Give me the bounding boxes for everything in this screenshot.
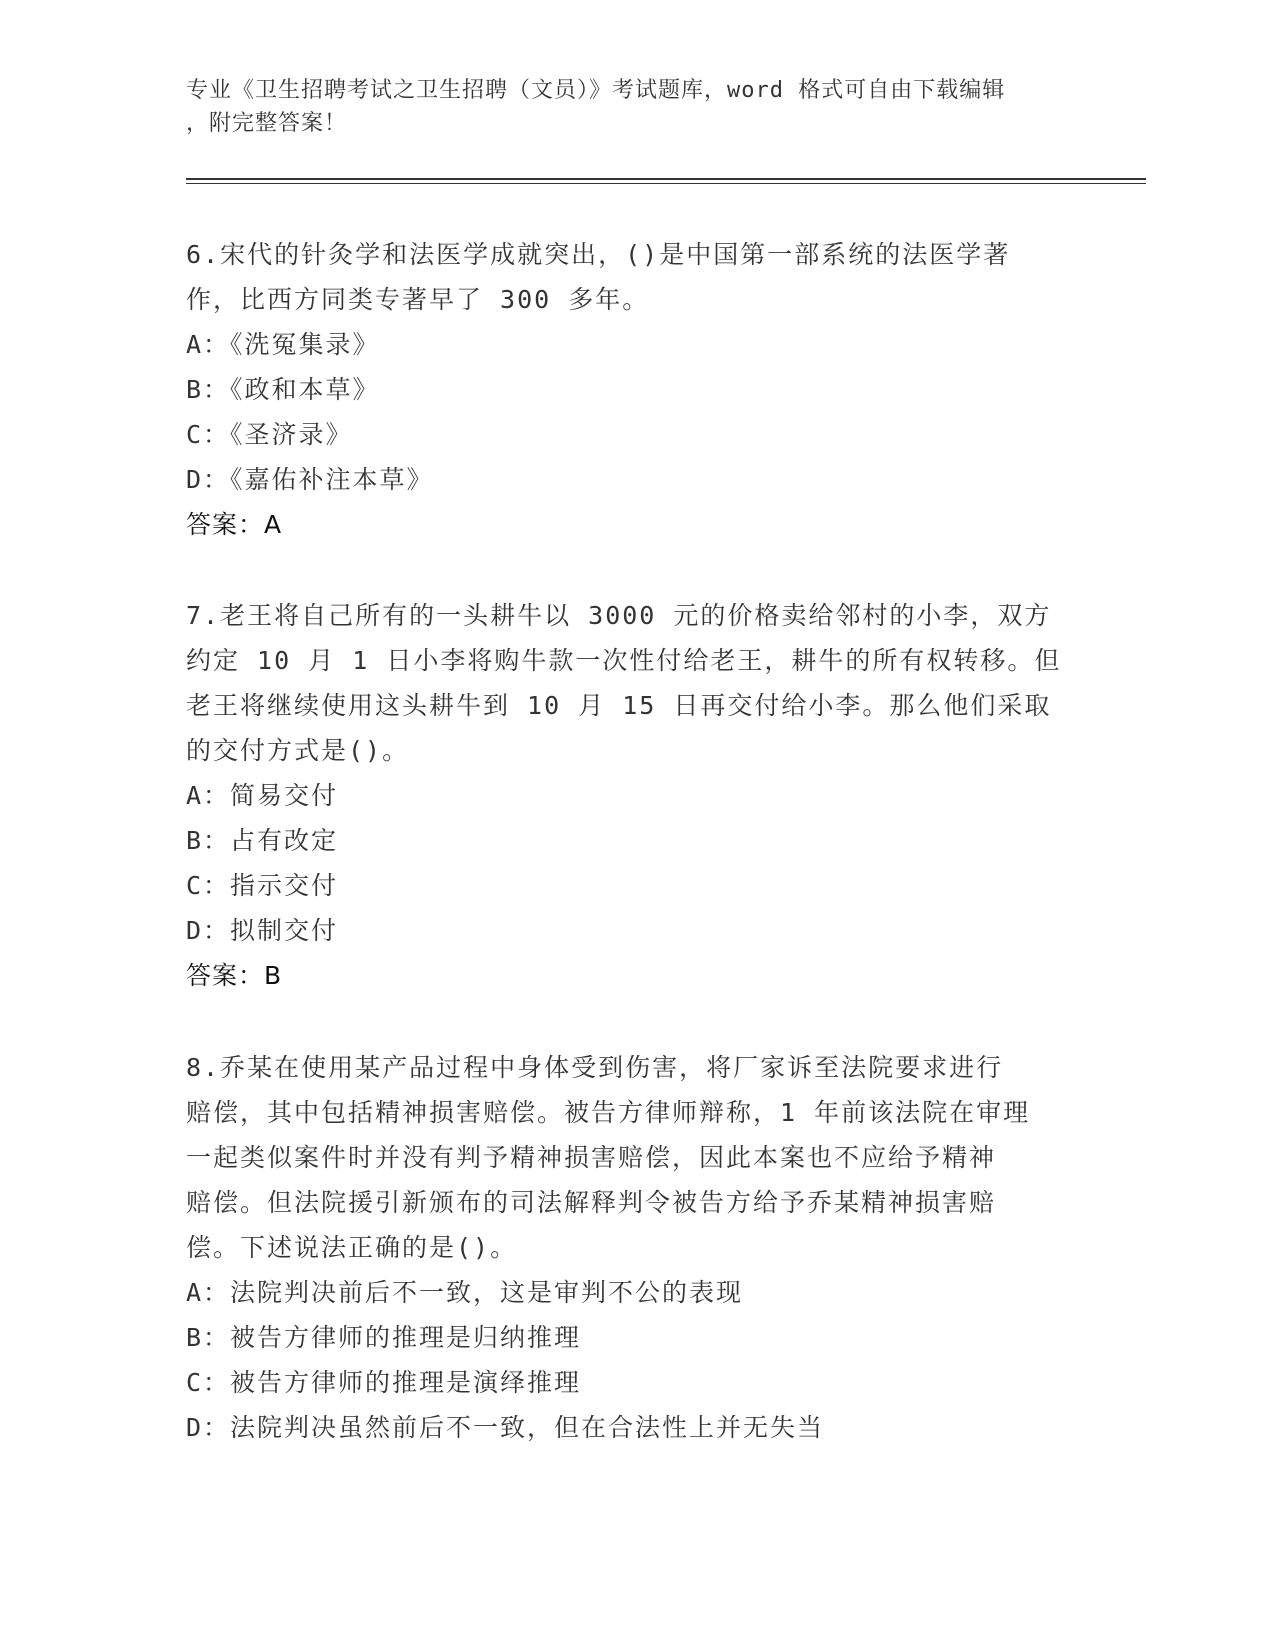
question-7 (186, 593, 1086, 998)
question-stem-line: 赔偿。但法院援引新颁布的司法解释判令被告方给予乔某精神损害赔 (186, 1188, 997, 1217)
question-stem-line: 约定 10 月 1 日小李将购牛款一次性付给老王，耕牛的所有权转移。但 (186, 646, 1062, 675)
question-stem-line: 老王将继续使用这头耕牛到 10 月 15 日再交付给小李。那么他们采取 (186, 691, 1052, 720)
header-divider-thin (186, 183, 1146, 184)
answer-label: 答案：A (186, 510, 283, 539)
question-stem-line: 7.老王将自己所有的一头耕牛以 3000 元的价格卖给邻村的小李，双方 (186, 601, 1052, 630)
option-a: A：法院判决前后不一致，这是审判不公的表现 (186, 1278, 744, 1307)
header-line-2: ，附完整答案！ (186, 111, 348, 136)
option-a: A：简易交付 (186, 781, 339, 810)
option-d: D：法院判决虽然前后不一致，但在合法性上并无失当 (186, 1413, 825, 1442)
answer-label: 答案：B (186, 961, 283, 990)
document-header (186, 74, 1086, 140)
option-a: A：《洗冤集录》 (186, 330, 380, 359)
question-stem-line: 一起类似案件时并没有判予精神损害赔偿，因此本案也不应给予精神 (186, 1143, 997, 1172)
header-line-1: 专业《卫生招聘考试之卫生招聘（文员）》考试题库，word 格式可自由下载编辑 (186, 78, 1006, 103)
option-c: C：指示交付 (186, 871, 339, 900)
question-stem-line: 作，比西方同类专著早了 300 多年。 (186, 285, 650, 314)
option-b: B：被告方律师的推理是归纳推理 (186, 1323, 582, 1352)
header-divider-thick (186, 178, 1146, 180)
question-stem-line: 的交付方式是()。 (186, 736, 410, 765)
question-stem-line: 8.乔某在使用某产品过程中身体受到伤害，将厂家诉至法院要求进行 (186, 1053, 1004, 1082)
question-stem-line: 偿。下述说法正确的是()。 (186, 1233, 518, 1262)
option-d: D：拟制交付 (186, 916, 339, 945)
option-d: D：《嘉佑补注本草》 (186, 465, 434, 494)
option-b: B：占有改定 (186, 826, 339, 855)
question-stem-line: 6.宋代的针灸学和法医学成就突出，()是中国第一部系统的法医学著 (186, 240, 1011, 269)
question-6 (186, 232, 1086, 547)
option-c: C：被告方律师的推理是演绎推理 (186, 1368, 582, 1397)
option-b: B：《政和本草》 (186, 375, 380, 404)
question-8 (186, 1045, 1086, 1450)
question-stem-line: 赔偿，其中包括精神损害赔偿。被告方律师辩称，1 年前该法院在审理 (186, 1098, 1031, 1127)
option-c: C：《圣济录》 (186, 420, 353, 449)
